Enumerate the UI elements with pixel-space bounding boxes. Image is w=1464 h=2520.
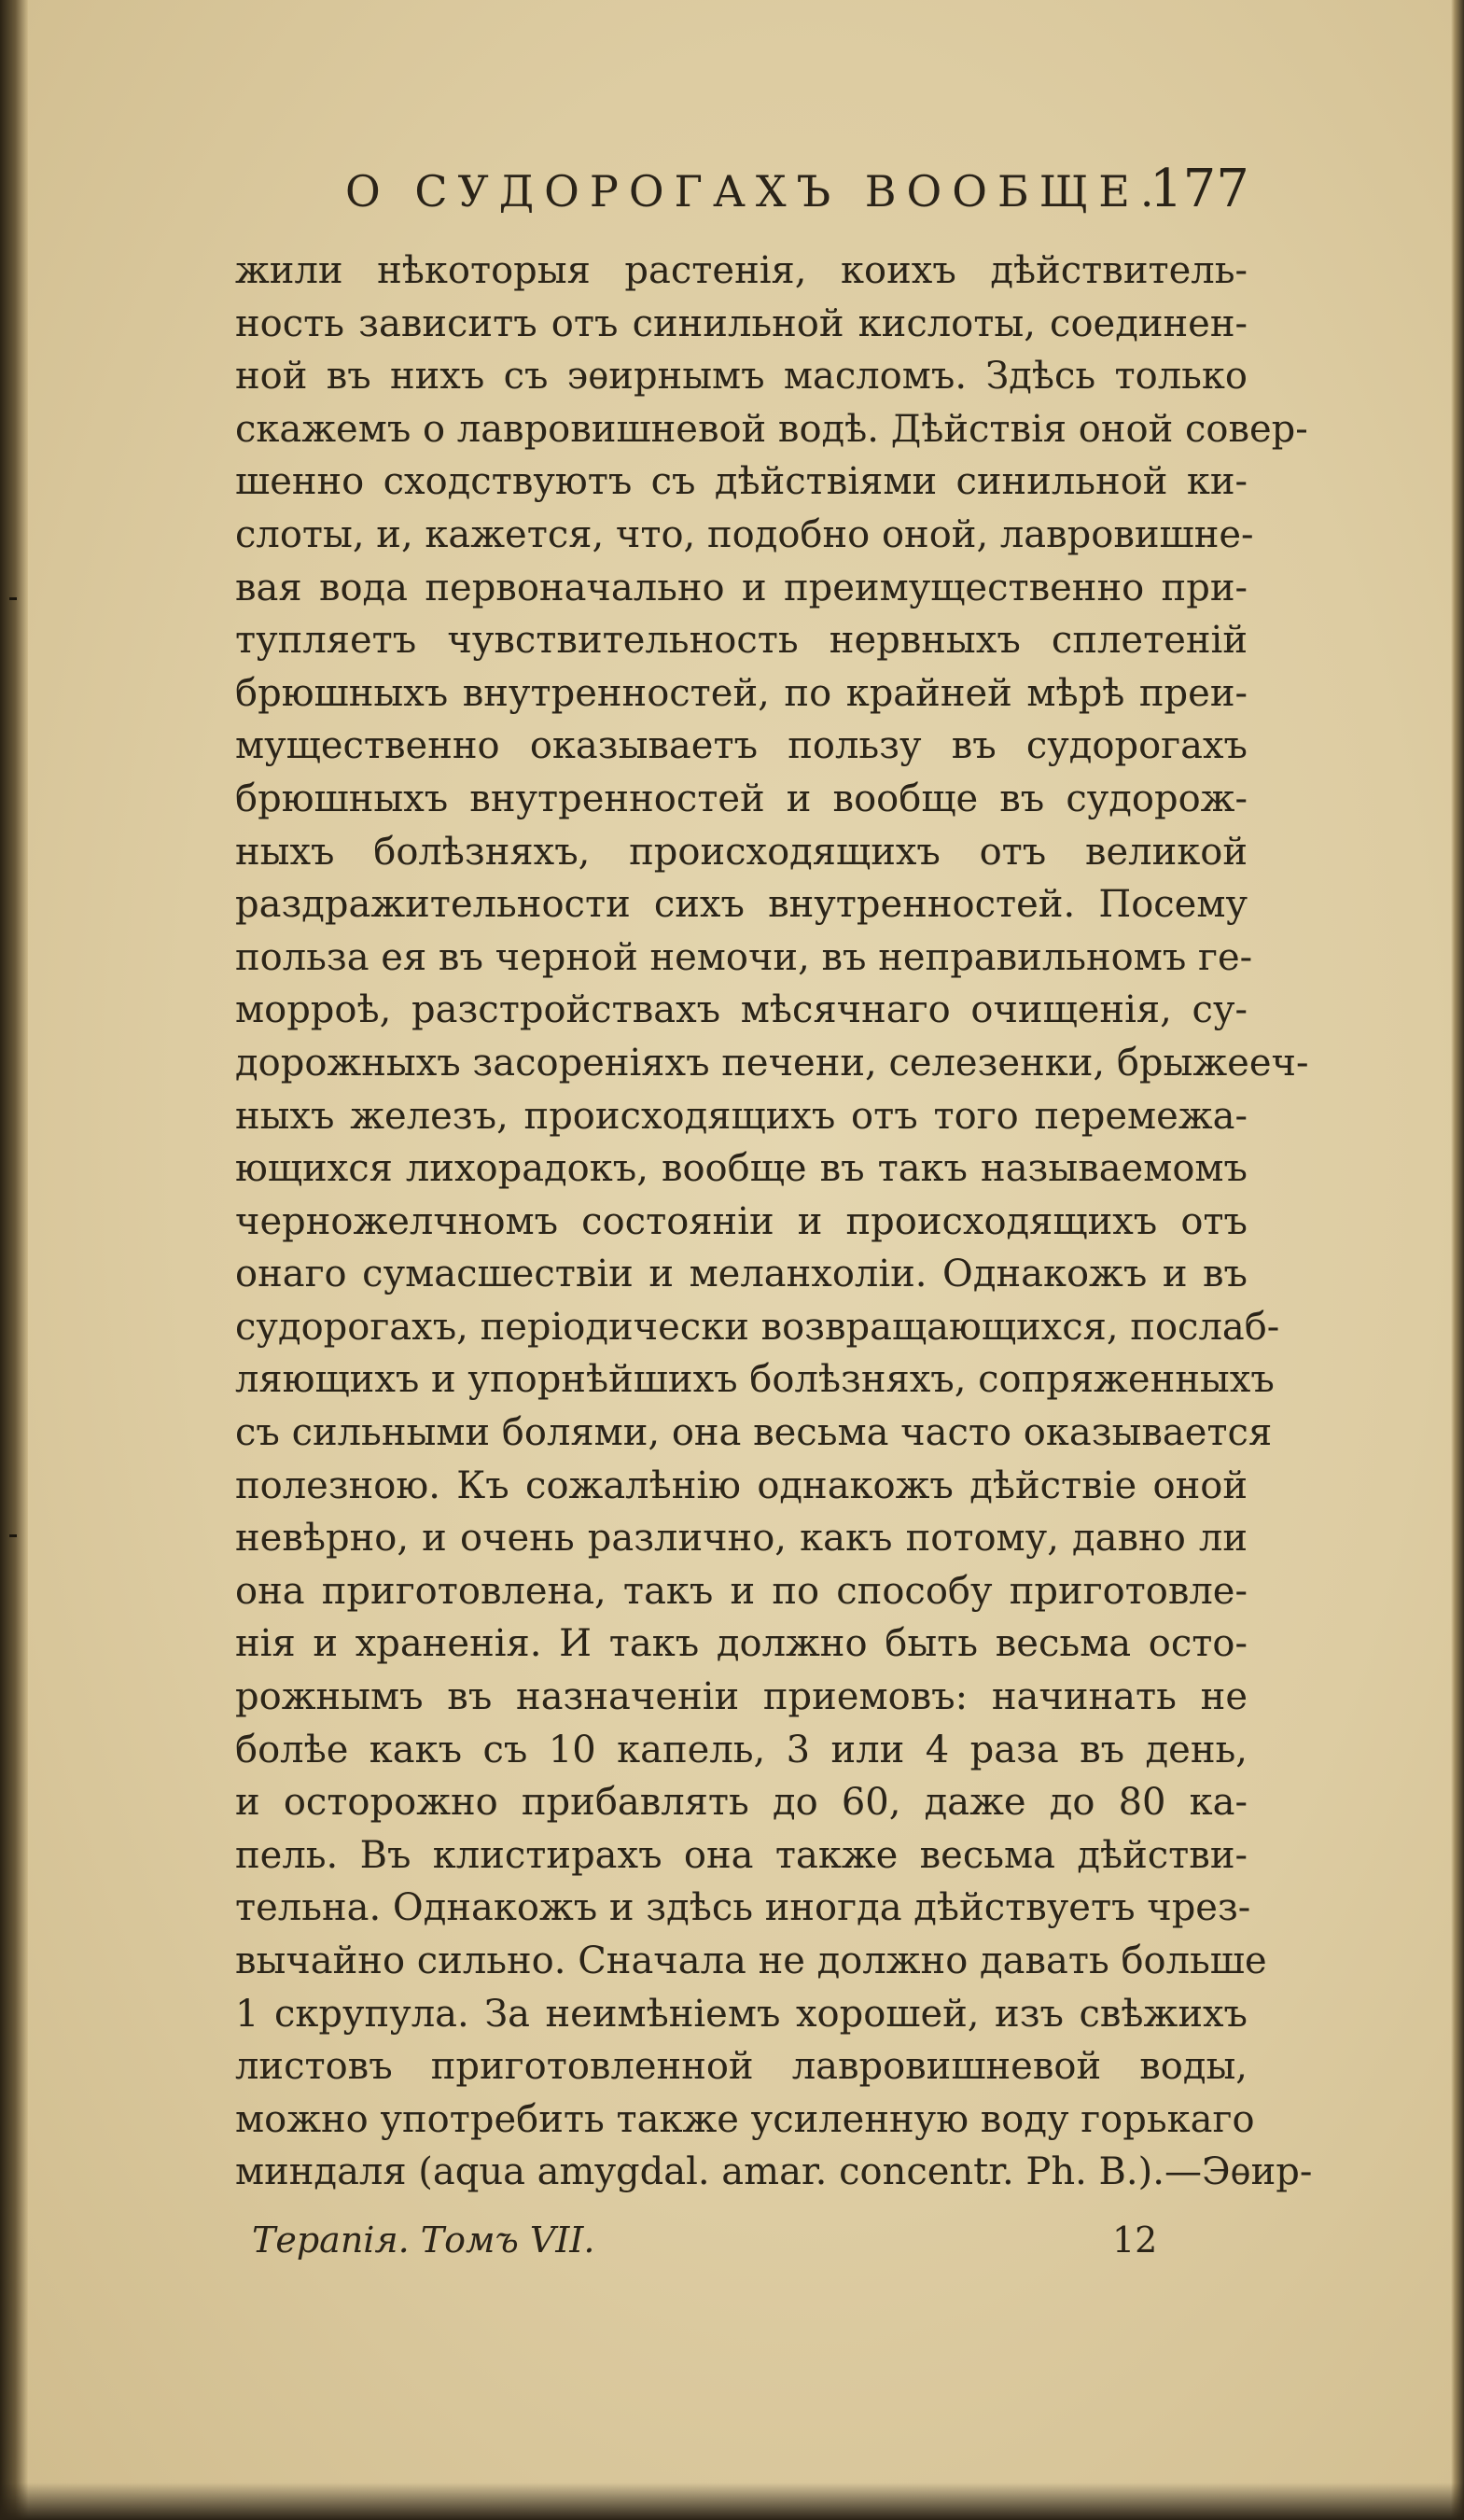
text-line: жили нѣкоторыя растенія, коихъ дѣйствитель- bbox=[235, 249, 1248, 292]
sheet-number: 12 bbox=[1112, 2219, 1158, 2261]
page-footer bbox=[0, 2219, 1464, 2285]
text-line: ность зависитъ отъ синильной кислоты, соединен- bbox=[235, 301, 1248, 345]
running-title: О СУДОРОГАХЪ ВООБЩЕ. bbox=[345, 166, 1164, 217]
text-line: миндаля (aqua amygdal. amar. concentr. Ph. B.).—Эѳир- bbox=[235, 2150, 1313, 2194]
text-line: нія и храненія. И такъ должно быть весьма осто- bbox=[235, 1622, 1248, 1666]
text-line: она приготовлена, такъ и по способу приготовле- bbox=[235, 1569, 1248, 1613]
text-line: пель. Въ клистирахъ она также весьма дѣйстви- bbox=[235, 1833, 1248, 1877]
page-edge-bottom bbox=[0, 2483, 1464, 2520]
text-line: раздражительности сихъ внутренностей. Посему bbox=[235, 883, 1248, 927]
page-edge-right bbox=[1451, 0, 1464, 2520]
signature-mark: Терапія. Томъ VII. bbox=[252, 2219, 595, 2261]
text-line: ныхъ железъ, происходящихъ отъ того перемежа- bbox=[235, 1094, 1248, 1138]
text-line: мущественно оказываетъ пользу въ судорогахъ bbox=[235, 724, 1248, 768]
margin-tick bbox=[9, 597, 17, 600]
text-line: польза ея въ черной немочи, въ неправильномъ ге- bbox=[235, 935, 1253, 979]
book-spine-shadow bbox=[0, 0, 28, 2520]
text-line: тельна. Однакожъ и здѣсь иногда дѣйствуетъ чрез- bbox=[235, 1886, 1251, 1930]
text-line: ной въ нихъ съ эѳирнымъ масломъ. Здѣсь только bbox=[235, 355, 1248, 399]
text-line: полезною. Къ сожалѣнію однакожъ дѣйствіе оной bbox=[235, 1463, 1248, 1507]
text-line: съ сильными болями, она весьма часто оказывается bbox=[235, 1411, 1273, 1455]
page-number: 177 bbox=[1150, 159, 1249, 219]
text-line: и осторожно прибавлять до 60, даже до 80 ка- bbox=[235, 1781, 1248, 1825]
margin-tick bbox=[9, 1534, 17, 1537]
text-line: судорогахъ, періодически возвращающихся, послаб- bbox=[235, 1305, 1280, 1349]
text-line: брюшныхъ внутренностей, по крайней мѣрѣ преи- bbox=[235, 671, 1248, 715]
body-text bbox=[235, 245, 1313, 2199]
text-line: 1 скрупула. За неимѣніемъ хорошей, изъ свѣжихъ bbox=[235, 1992, 1248, 2036]
text-line: ющихся лихорадокъ, вообще въ такъ называемомъ bbox=[235, 1147, 1248, 1191]
page-header bbox=[0, 157, 1464, 231]
text-line: вычайно сильно. Сначала не должно давать больше bbox=[235, 1939, 1267, 1982]
text-line: тупляетъ чувствительность нервныхъ сплетеній bbox=[235, 619, 1248, 663]
text-line: морроѣ, разстройствахъ мѣсячнаго очищенія, су- bbox=[235, 988, 1248, 1032]
text-line: скажемъ о лавровишневой водѣ. Дѣйствія оной совер- bbox=[235, 407, 1308, 451]
text-line: черножелчномъ состояніи и происходящихъ отъ bbox=[235, 1199, 1248, 1243]
text-line: можно употребить также усиленную воду горькаго bbox=[235, 2097, 1255, 2141]
text-line: ляющихъ и упорнѣйшихъ болѣзняхъ, сопряженныхъ bbox=[235, 1358, 1275, 1402]
text-line: брюшныхъ внутренностей и вообще въ судорож- bbox=[235, 777, 1248, 820]
text-line: онаго сумасшествіи и меланхоліи. Однакожъ и въ bbox=[235, 1253, 1248, 1296]
text-line: слоты, и, кажется, что, подобно оной, лавровишне- bbox=[235, 512, 1254, 556]
text-line: рожнымъ въ назначеніи приемовъ: начинать не bbox=[235, 1675, 1248, 1719]
text-line: листовъ приготовленной лавровишневой воды, bbox=[235, 2045, 1248, 2089]
text-line: вая вода первоначально и преимущественно при- bbox=[235, 566, 1248, 609]
text-line: ныхъ болѣзняхъ, происходящихъ отъ великой bbox=[235, 830, 1248, 874]
text-line: невѣрно, и очень различно, какъ потому, давно ли bbox=[235, 1517, 1248, 1561]
text-line: дорожныхъ засореніяхъ печени, селезенки, брыжееч- bbox=[235, 1041, 1309, 1085]
text-line: шенно сходствуютъ съ дѣйствіями синильной ки- bbox=[235, 460, 1248, 504]
text-line: болѣе какъ съ 10 капель, 3 или 4 раза въ день, bbox=[235, 1728, 1248, 1771]
